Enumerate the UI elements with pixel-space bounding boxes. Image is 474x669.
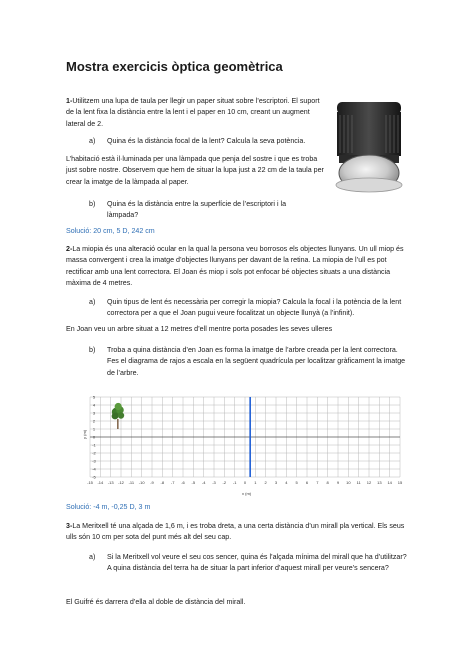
- x-tick-label: 10: [346, 480, 351, 485]
- x-tick-label: -7: [170, 480, 175, 485]
- ex3-intro-text: La Meritxell té una alçada de 1,6 m, i es troba dreta, a una certa distància d’un mirall pla vertical. Els seus ulls són 10 cm per sota del punt més alt del seu cap.: [66, 522, 405, 542]
- y-tick-label: -3: [92, 458, 96, 464]
- ex3-number: 3-: [66, 522, 73, 530]
- ex1-intro: [66, 96, 322, 130]
- ex1-question-b: Quina és la distància entre la superfície de l’escriptori i la làmpada?: [107, 200, 287, 220]
- x-tick-label: 3: [274, 480, 278, 485]
- x-tick-label: 9: [336, 480, 340, 485]
- y-tick-label: 0: [92, 434, 96, 440]
- x-tick-label: -4: [201, 480, 206, 485]
- ex3-context: El Guifré és darrera d’ella al doble de distància del mirall.: [66, 598, 246, 606]
- ex2-question-a: Quin tipus de lent és necessària per corregir la miopia? Calcula la focal i la potència de la lent correctora per a que el Joan pugui veure focalitzat un objecte llunyà (a l’infinit).: [107, 298, 402, 318]
- ex3-question-a-label: a): [89, 553, 96, 561]
- x-tick-label: -2: [222, 480, 227, 485]
- x-tick-label: 1: [254, 480, 257, 485]
- x-tick-label: 13: [377, 480, 382, 485]
- x-tick-label: 12: [366, 480, 372, 485]
- ex1-solution: Solució: 20 cm, 5 D, 242 cm: [66, 227, 155, 235]
- ex2-intro-text: La miopia és una alteració ocular en la qual la persona veu borrosos els objectes llunyans. Un ull miop és massa convergent i crea la imatge d’objectes llunyans per davant de la retina. La miopia de l’ull es pot rectificar amb una lent correctora. El Joan és miop i sols pot enfocar bé objectes situats a una distància màxima de 4 metres.: [66, 245, 404, 288]
- y-tick-label: -1: [92, 442, 96, 448]
- ex2-solution: Solució: -4 m, -0,25 D, 3 m: [66, 503, 151, 511]
- x-tick-label: -9: [150, 480, 154, 485]
- document-title: Mostra exercicis òptica geomètrica: [66, 59, 283, 74]
- ex2-question-b-label: b): [89, 346, 96, 354]
- x-tick-label: 4: [285, 480, 288, 485]
- y-tick-label: -2: [92, 450, 96, 456]
- ex3-question-a: Si la Meritxell vol veure el seu cos sencer, quina és l’alçada mínima del mirall que ha d’utilitzar? A quina distància del terra ha de situar la part inferior d’aquest mirall per veure’s sencera?: [107, 553, 407, 573]
- y-tick-label: -5: [92, 474, 96, 480]
- ex1-context: L’habitació està il·luminada per una làmpada que penja del sostre i que es troba just sobre nostre. Observem que hem de situar la lupa just a 22 cm de la taula per crear la imatge de la làmpada al paper.: [66, 155, 324, 186]
- ex1-question-b-label: b): [89, 200, 96, 208]
- ex2-intro: [66, 244, 410, 290]
- x-tick-label: 2: [264, 480, 267, 485]
- x-tick-label: 8: [326, 480, 329, 485]
- x-tick-label: 7: [316, 480, 319, 485]
- x-tick-label: -12: [118, 480, 124, 485]
- ex2-question-a-label: a): [89, 298, 96, 306]
- x-tick-label: -5: [191, 480, 196, 485]
- x-tick-label: -3: [212, 480, 216, 485]
- x-tick-label: 6: [305, 480, 309, 485]
- ex1-intro-text: Utilitzem una lupa de taula per llegir un paper situat sobre l’escriptori. El suport de la lent fixa la distància entre la lent i el paper en 10 cm, creant un augment lateral de 2.: [66, 97, 320, 128]
- x-tick-label: -14: [97, 480, 104, 485]
- magnifier-lupa-photo: [331, 99, 407, 195]
- ex3-intro: [66, 521, 410, 544]
- y-tick-label: 2: [92, 418, 96, 424]
- y-tick-label: 3: [92, 410, 96, 416]
- ex1-number: 1-: [66, 97, 73, 105]
- x-axis-label: x (m): [242, 491, 252, 496]
- ray-diagram-grid: [80, 389, 410, 499]
- x-tick-label: -11: [128, 480, 135, 485]
- x-tick-label: 11: [356, 480, 361, 485]
- ray-diagram-svg: [80, 389, 410, 499]
- x-tick-label: 0: [243, 480, 247, 485]
- y-tick-label: 1: [92, 426, 96, 432]
- y-axis-label: y (m): [82, 429, 87, 439]
- ex2-context: En Joan veu un arbre situat a 12 metres d’ell mentre porta posades les seves ulleres: [66, 325, 333, 333]
- y-tick-label: -4: [92, 466, 96, 472]
- x-tick-label: -10: [138, 480, 145, 485]
- y-tick-label: 5: [92, 394, 96, 400]
- x-tick-label: -15: [87, 480, 93, 485]
- x-tick-label: -13: [107, 480, 114, 485]
- ex1-question-a-label: a): [89, 137, 96, 145]
- x-tick-label: -1: [232, 480, 237, 485]
- x-tick-label: 5: [295, 480, 298, 485]
- ex2-number: 2-: [66, 245, 73, 253]
- ex2-question-b: Troba a quina distància d’en Joan es forma la imatge de l’arbre creada per la lent correctora. Fes el diagrama de rajos a escala en la següent quadrícula per localitzar gràficament la imatge de l’arbre.: [107, 346, 406, 377]
- x-tick-label: 14: [387, 480, 392, 485]
- x-tick-label: -8: [160, 480, 165, 485]
- ex1-question-a: Quina és la distància focal de la lent? Calcula la seva potència.: [107, 137, 306, 145]
- y-tick-label: 4: [92, 402, 96, 408]
- x-tick-label: 15: [397, 480, 403, 485]
- x-tick-label: -6: [181, 480, 185, 485]
